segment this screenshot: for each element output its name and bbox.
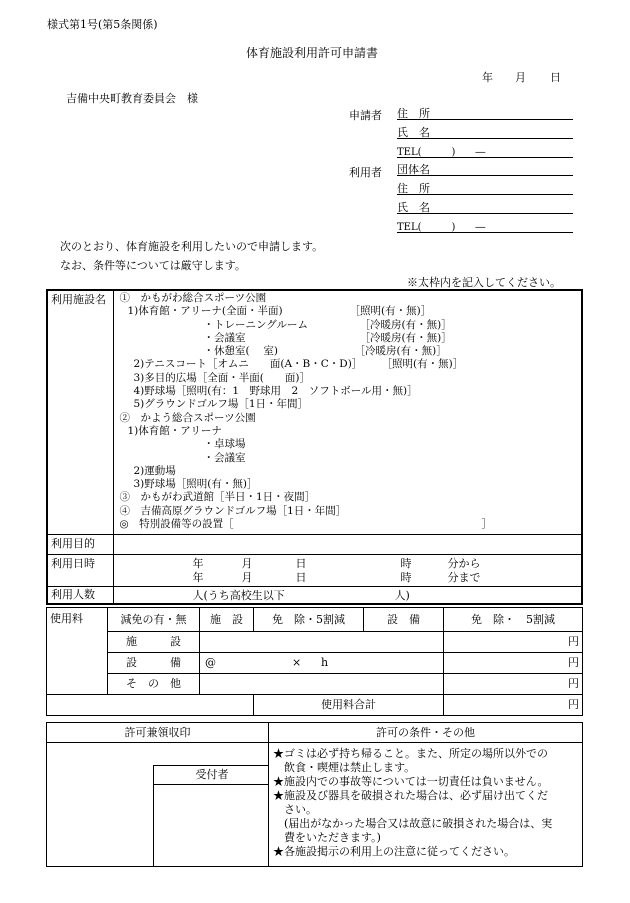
fill-note: ※太枠内を記入してください。 — [407, 276, 561, 289]
dt-to-hour: 時 — [400, 571, 412, 584]
people-text: 人(うち高校生以下 — [192, 588, 285, 602]
user-group-field[interactable] — [397, 161, 573, 176]
people-close: 人) — [394, 588, 410, 602]
application-table — [46, 289, 583, 605]
facility-label: 利用施設名 — [47, 290, 113, 534]
purpose-field[interactable] — [113, 534, 582, 554]
people-label: 利用人数 — [47, 586, 113, 604]
datetime-label: 利用日時 — [47, 554, 113, 586]
facility-line: ④ 吉備高原グラウンドゴルフ場［1日・年間］ — [119, 504, 347, 517]
dt-from-suffix: 分から — [447, 557, 481, 570]
special-close-bracket: ］ — [481, 518, 492, 531]
user-address-label: 住 所 — [397, 182, 430, 195]
datetime-field[interactable] — [113, 554, 582, 586]
applicant-address-field[interactable] — [397, 105, 573, 120]
facility-line: 5)グラウンドゴルフ場［1日・年間］ — [133, 398, 309, 411]
facility-line: ◎ 特別設備等の設置［ ］ — [119, 518, 492, 531]
facility-line: 3)野球場［照明(有・無)］ — [133, 478, 258, 491]
fee-other-amount[interactable] — [444, 674, 583, 695]
intro-line-2: なお、条件等については厳守します。 — [60, 259, 246, 272]
facility-line: 4)野球場［照明(有：1 野球用 2 ソフトボール用・無)］ — [133, 385, 418, 398]
purpose-label: 利用目的 — [47, 534, 113, 554]
user-name-field[interactable] — [397, 199, 573, 214]
condition-note: ★ゴミは必ず持ち帰ること。また、所定の場所以外での — [273, 747, 548, 760]
tennis-light-option: ［照明(有・無)］ — [381, 358, 464, 371]
equipment-header: 設 備 — [364, 608, 444, 632]
recipient: 吉備中央町教育委員会 様 — [66, 92, 198, 105]
condition-note: 費をいただきます。) — [273, 831, 381, 844]
conditions-header: 許可の条件・その他 — [269, 723, 583, 743]
fee-equipment-detail[interactable] — [200, 653, 444, 674]
dt-to-year: 年 — [192, 571, 204, 584]
condition-note: ★施設及び器具を破損された場合は、必ず届け出てくだ — [273, 789, 548, 802]
fee-facility-detail[interactable] — [200, 632, 444, 653]
dt-from-hour: 時 — [400, 557, 412, 570]
at-symbol: @ — [205, 656, 216, 669]
arena-light-option: ［照明(有・無)］ — [349, 305, 432, 318]
applicant-name-label: 氏 名 — [397, 126, 430, 139]
applicant-label: 申請者 — [349, 109, 382, 122]
fee-other-detail[interactable] — [200, 674, 444, 695]
yen-label: 円 — [568, 677, 579, 691]
user-tel-label: TEL( ) ― — [397, 222, 486, 233]
facility-line: ① かもがわ総合スポーツ公園 — [119, 292, 267, 304]
facility-line: ・卓球場 — [203, 438, 246, 451]
hours-unit: h — [321, 656, 329, 669]
user-group-label: 団体名 — [397, 163, 430, 176]
dt-from-month: 月 — [241, 557, 253, 570]
facility-line: 1)体育館・アリーナ(全面・半面) ［照明(有・無)］ — [127, 305, 432, 318]
dt-to-day: 日 — [295, 571, 307, 584]
applicant-tel-label: TEL( ) ― — [397, 147, 486, 158]
user-tel-field[interactable] — [397, 218, 573, 233]
fee-label: 使用料 — [47, 608, 108, 695]
meeting-ac-option: ［冷暖房(有・無)］ — [359, 331, 452, 344]
fee-row-facility-label: 施 設 — [108, 632, 200, 653]
fee-table — [46, 607, 583, 716]
facility-line: ・会議室 ［冷暖房(有・無)］ — [203, 331, 452, 344]
user-address-field[interactable] — [397, 180, 573, 195]
page-title: 体育施設利用許可申請書 — [246, 46, 379, 60]
receptionist-label: 受付者 — [153, 765, 269, 785]
intro-line-1: 次のとおり、体育施設を利用したいので申請します。 — [60, 240, 324, 253]
facility-line: ・休憩室( 室) ［冷暖房(有・無)］ — [203, 345, 447, 358]
dt-from-day: 日 — [295, 557, 307, 570]
facility-line: ③ かもがわ武道館［半日・1日・夜間］ — [119, 491, 316, 504]
receipt-header: 許可兼領収印 — [47, 723, 269, 743]
applicant-tel-field[interactable] — [397, 143, 573, 158]
fee-total-amount[interactable] — [444, 695, 583, 716]
people-field[interactable] — [113, 586, 582, 604]
fee-equipment-amount[interactable] — [444, 653, 583, 674]
receptionist-divider — [153, 784, 154, 867]
fee-total-blank — [47, 695, 254, 716]
facility-line: ② かよう総合スポーツ公園 — [119, 411, 256, 424]
condition-note: 飲食・喫煙は禁止します。 — [273, 761, 416, 774]
fee-total-label: 使用料合計 — [254, 695, 444, 716]
conditions-notes — [269, 743, 583, 867]
condition-note: ★施設内での事故等については一切責任は負いません。 — [273, 775, 549, 788]
rest-ac-option: ［冷暖房(有・無)］ — [354, 345, 447, 358]
user-label: 利用者 — [349, 166, 382, 179]
training-ac-option: ［冷暖房(有・無)］ — [359, 318, 452, 331]
facility-line: 2)テニスコート［オムニ 面(A・B・C・D)］ ［照明(有・無)］ — [133, 358, 464, 371]
date-month-label: 月 — [515, 71, 526, 84]
yen-label: 円 — [568, 698, 579, 712]
facility-line: ・会議室 — [203, 451, 246, 464]
facility-line: 2)運動場 — [133, 464, 176, 477]
yen-label: 円 — [568, 656, 579, 670]
dt-to-month: 月 — [241, 571, 253, 584]
form-number: 様式第1号(第5条関係) — [47, 18, 158, 31]
fee-row-other-label: そ の 他 — [108, 674, 200, 695]
date-day-label: 日 — [550, 71, 561, 84]
condition-note: さい。 — [273, 803, 317, 816]
applicant-name-field[interactable] — [397, 124, 573, 139]
facility-line: 3)多目的広場［全面・半面( 面)］ — [133, 371, 310, 384]
exempt-options-facility: 免 除・5割減 — [254, 608, 364, 632]
receipt-stamp-area[interactable] — [47, 743, 269, 867]
condition-note: (届出がなかった場合又は故意に破損された場合は、実 — [273, 817, 553, 830]
yen-label: 円 — [568, 635, 579, 649]
facility-line: ・トレーニングルーム ［冷暖房(有・無)］ — [203, 318, 452, 331]
dt-from-year: 年 — [192, 557, 204, 570]
exempt-header: 減免の有・無 — [108, 608, 200, 632]
permit-table — [46, 722, 583, 867]
fee-row-equipment-label: 設 備 — [108, 653, 200, 674]
times-symbol: × — [292, 656, 302, 669]
dt-to-suffix: 分まで — [447, 571, 481, 584]
facility-list[interactable] — [113, 290, 582, 534]
facility-header: 施 設 — [200, 608, 254, 632]
user-name-label: 氏 名 — [397, 201, 430, 214]
condition-note: ★各施設掲示の利用上の注意に従ってください。 — [273, 845, 515, 858]
applicant-address-label: 住 所 — [397, 107, 430, 120]
date-year-label: 年 — [482, 71, 493, 84]
facility-line: 1)体育館・アリーナ — [127, 424, 222, 437]
exempt-options-equipment: 免 除・ 5割減 — [444, 608, 583, 632]
fee-facility-amount[interactable] — [444, 632, 583, 653]
